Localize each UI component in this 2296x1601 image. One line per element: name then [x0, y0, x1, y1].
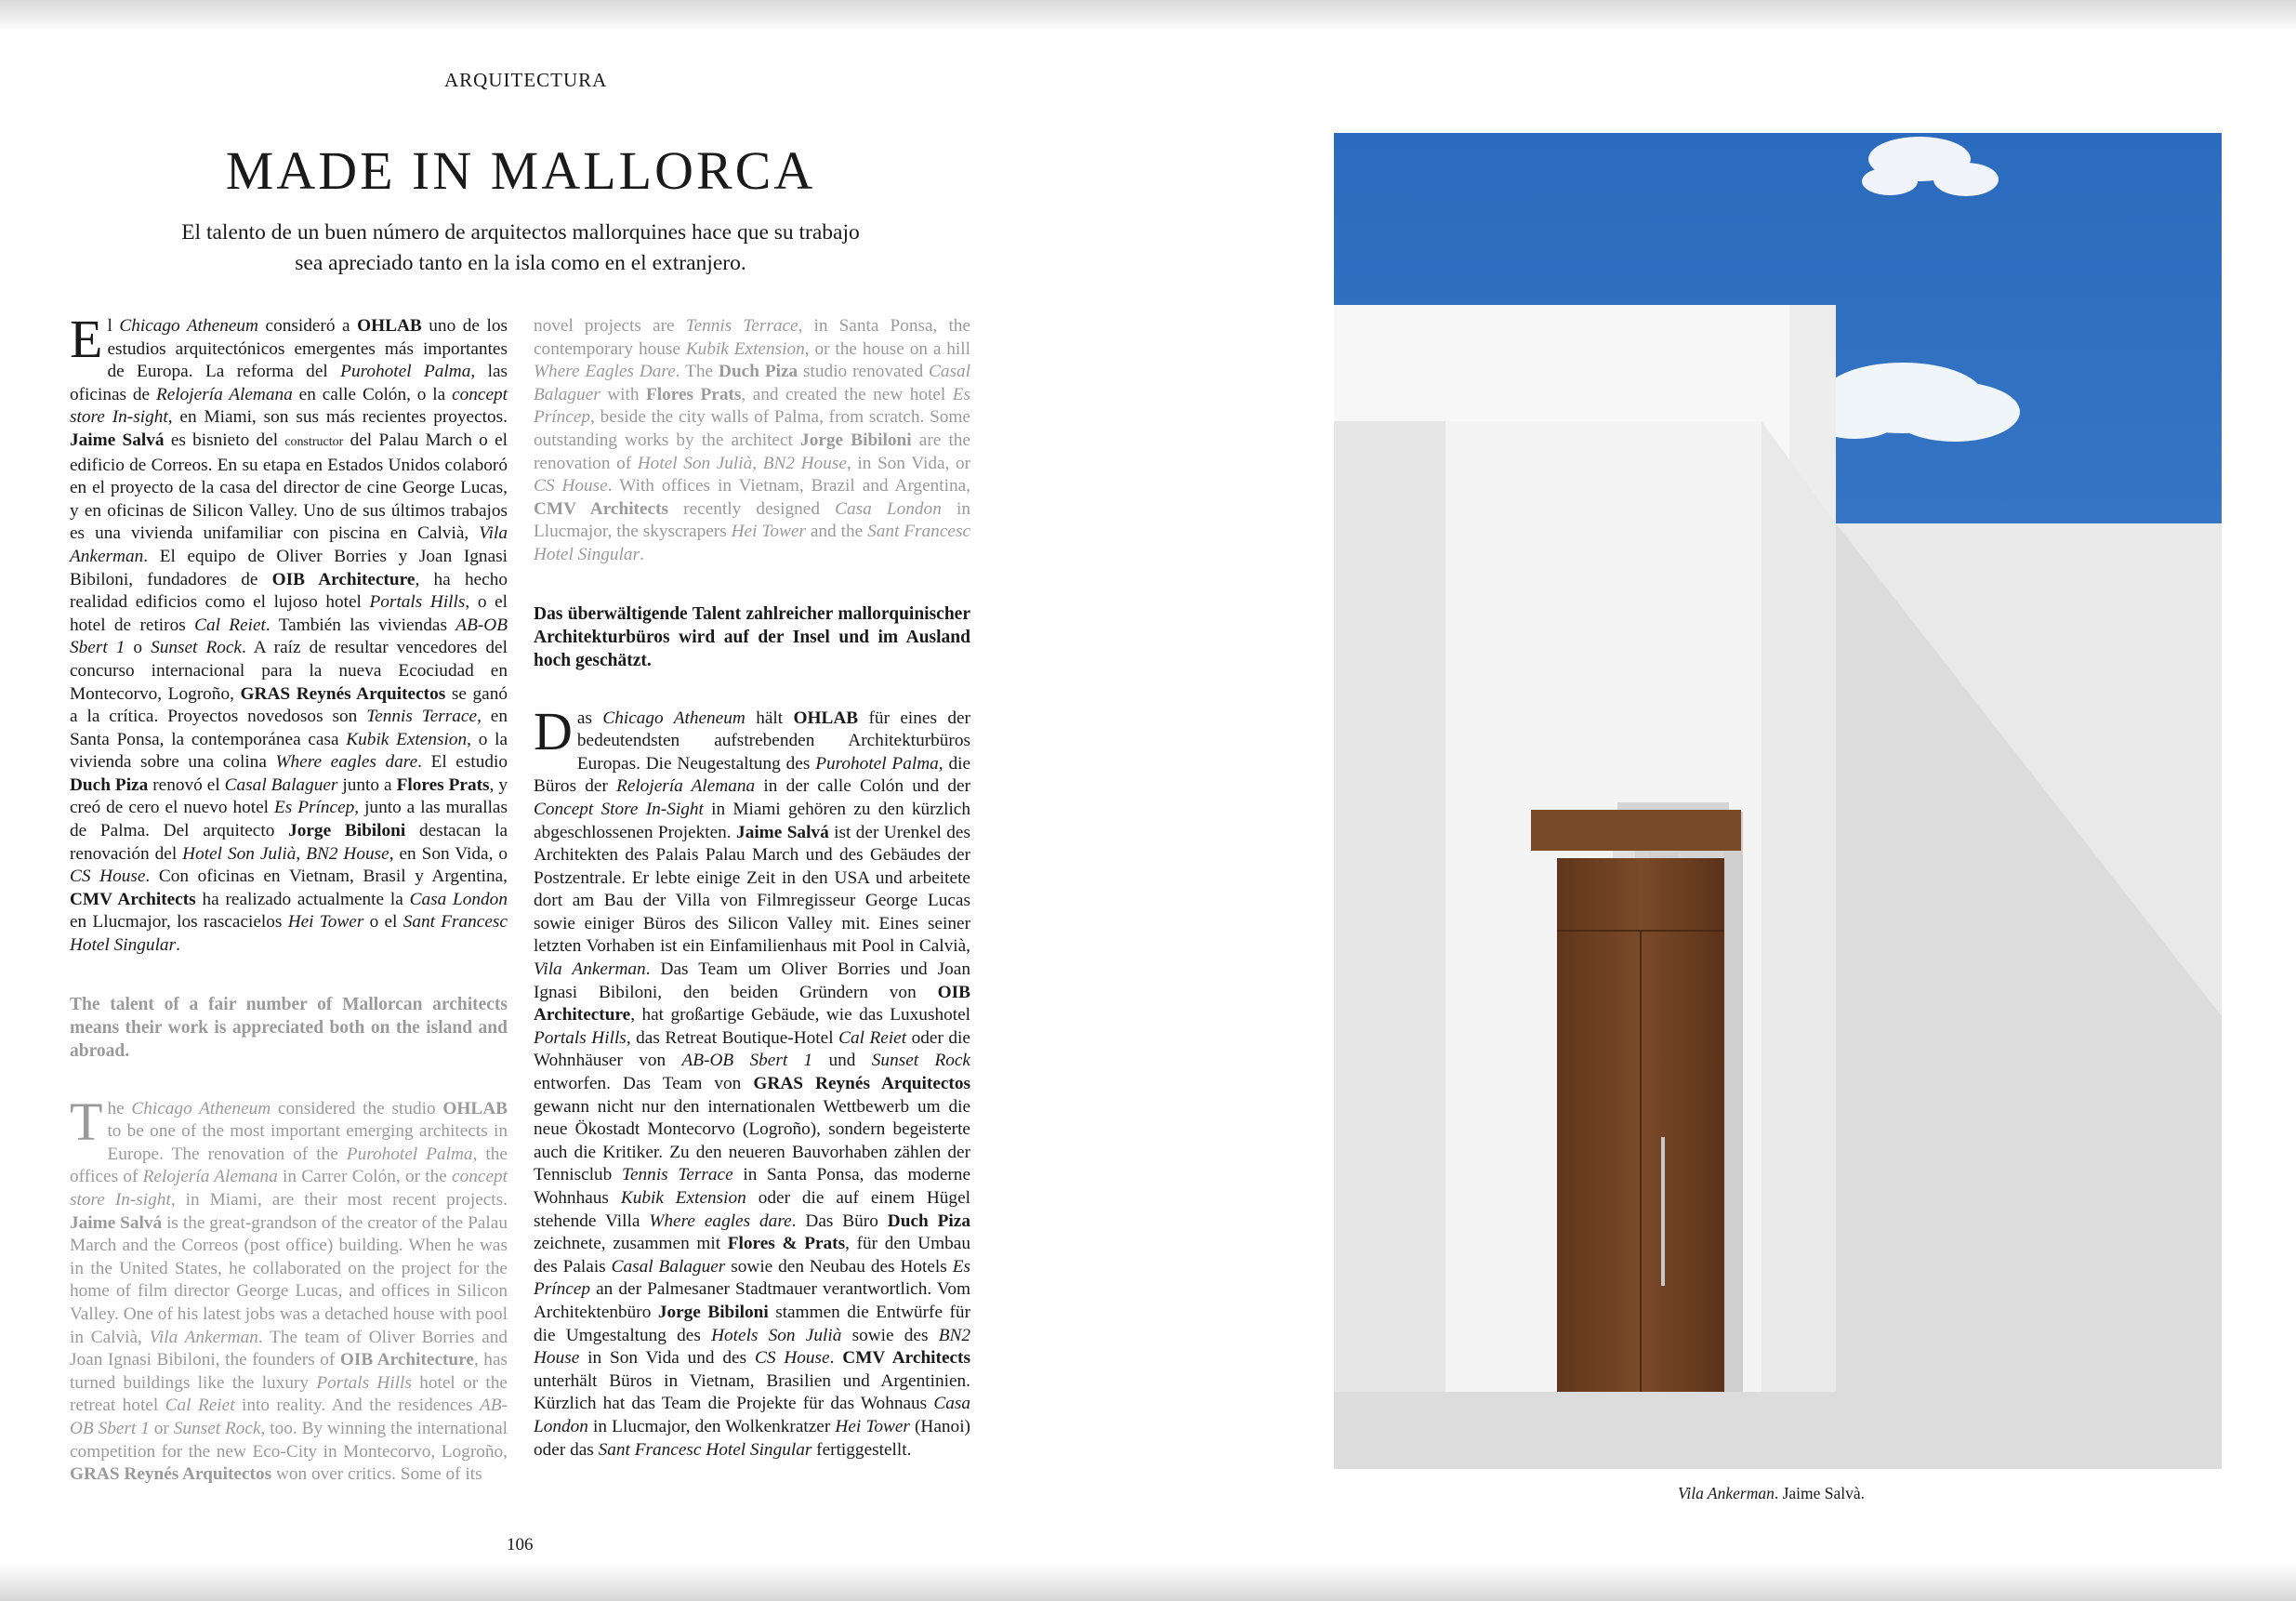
german-lead: Das überwältigende Talent zahlreicher mallorquinischer Architekturbüros wird auf der Insel und im Ausland hoch geschätzt.	[534, 603, 970, 670]
page-top-shadow	[0, 0, 2296, 32]
subtitle-line-2: sea apreciado tanto en la isla como en el extranjero.	[295, 251, 746, 275]
section-label: ARQUITECTURA	[444, 69, 608, 91]
door-canopy	[1531, 810, 1741, 851]
page-number: 106	[507, 1535, 534, 1555]
article-title: MADE IN MALLORCA	[225, 140, 816, 201]
vila-ankerman-photo	[1334, 133, 2222, 1469]
english-lead: The talent of a fair number of Mallorcan architects means their work is appreciated both on the island and abroad.	[70, 994, 508, 1061]
door-handle	[1661, 1137, 1665, 1286]
right-text-column	[534, 315, 970, 1462]
caption-italic: Vila Ankerman	[1678, 1484, 1775, 1502]
english-body: The Chicago Atheneum considered the studio OHLAB to be one of the most important emerging architects in Europe. The renovation of the Purohotel Palma, the offices of Relojería Alemana in Carrer Colón, or the concept store In-sight, in Miami, are their most recent projects. Jaime Salvá is the great-grandson of the creator of the Palau March and the Correos (post office) building. When he was in the United States, he collaborated on the project for the home of film director George Lucas, and offices in Silicon Valley. One of his latest jobs was a detached house with pool in Calvià, Vila Ankerman. The team of Oliver Borries and Joan Ignasi Bibiloni, the founders of OIB Architecture, has turned buildings like the luxury Portals Hills hotel or the retreat hotel Cal Reiet into reality. And the residences AB-OB Sbert 1 or Sunset Rock, too. By winning the international competition for the new Eco-City in Montecorvo, Logroño, GRAS Reynés Arquitectos won over critics. Some of its	[70, 1091, 508, 1485]
page-bottom-shadow	[0, 1564, 2296, 1601]
subtitle-line-1: El talento de un buen número de arquitectos mallorquines hace que su trabajo	[181, 220, 860, 245]
article-subtitle	[149, 218, 892, 279]
english-body-continued: novel projects are Tennis Terrace, in Santa Ponsa, the contemporary house Kubik Extension, or the house on a hill Where Eagles Dare. The Duch Piza studio renovated Casal Balaguer with Flores Prats, and created the new hotel Es Príncep, beside the city walls of Palma, from scratch. Some outstanding works by the architect Jorge Bibiloni are the renovation of Hotel Son Julià, BN2 House, in Son Vida, or CS House. With offices in Vietnam, Brazil and Argentina, CMV Architects recently designed Casa London in Llucmajor, the skyscrapers Hei Tower and the Sant Francesc Hotel Singular.	[534, 316, 971, 564]
caption-rest: . Jaime Salvà.	[1774, 1484, 1866, 1502]
spanish-body: El Chicago Atheneum consideró a OHLAB uno de los estudios arquitectónicos emergentes más importantes de Europa. La reforma del Purohotel Palma, las oficinas de Relojería Alemana en calle Colón, o la concept store In-sight, en Miami, son sus más recientes proyectos. Jaime Salvá es bisnieto del constructor del Palau March o el edificio de Correos. En su etapa en Estados Unidos colaboró en el proyecto de la casa del director de cine George Lucas, y en oficinas de Silicon Valley. Uno de sus últimos trabajos es una vivienda unifamiliar con piscina en Calvià, Vila Ankerman. El equipo de Oliver Borries y Joan Ignasi Bibiloni, fundadores de OIB Architecture, ha hecho realidad edificios como el lujoso hotel Portals Hills, o el hotel de retiros Cal Reiet. También las viviendas AB-OB Sbert 1 o Sunset Rock. A raíz de resultar vencedores del concurso internacional para la nueva Ecociudad en Montecorvo, Logroño, GRAS Reynés Arquitectos se ganó a la crítica. Proyectos novedosos son Tennis Terrace, en Santa Ponsa, la contemporánea casa Kubik Extension, o la vivienda sobre una colina Where eagles dare. El estudio Duch Piza renovó el Casal Balaguer junto a Flores Prats, y creó de cero el nuevo hotel Es Príncep, junto a las murallas de Palma. Del arquitecto Jorge Bibiloni destacan la renovación del Hotel Son Julià, BN2 House, en Son Vida, o CS House. Con oficinas en Vietnam, Brasil y Argentina, CMV Architects ha realizado actualmente la Casa London en Llucmajor, los rascacielos Hei Tower o el Sant Francesc Hotel Singular.	[70, 309, 508, 956]
photo-caption	[1678, 1484, 1865, 1503]
german-body: Das Chicago Atheneum hält OHLAB für eines der bedeutendsten aufstrebenden Architekturbüros Europas. Die Neugestaltung des Purohotel Palma, die Büros der Relojería Alemana in der calle Colón und der Concept Store In-Sight in Miami gehören zu den kürzlich abgeschlossenen Projekten. Jaime Salvá ist der Urenkel des Architekten des Palais Palau March und des Gebäudes der Postzentrale. Er lebte einige Zeit in den USA und arbeitete dort am Bau der Villa von Filmregisseur George Lucas sowie einiger Büros des Silicon Valley mit. Eines seiner letzten Vorhaben ist ein Einfamilienhaus mit Pool in Calvià, Vila Ankerman. Das Team um Oliver Borries und Joan Ignasi Bibiloni, den beiden Gründern von OIB Architecture, hat großartige Gebäude, wie das Luxushotel Portals Hills, das Retreat Boutique-Hotel Cal Reiet oder die Wohnhäuser von AB-OB Sbert 1 und Sunset Rock entworfen. Das Team von GRAS Reynés Arquitectos gewann nicht nur den internationalen Wettbewerb um die neue Ökostadt Montecorvo (Logroño), sondern begeisterte auch die Kritiker. Zu den neueren Bauvorhaben zählen der Tennisclub Tennis Terrace in Santa Ponsa, das moderne Wohnhaus Kubik Extension oder die auf einem Hügel stehende Villa Where eagles dare. Das Büro Duch Piza zeichnete, zusammen mit Flores & Prats, für den Umbau des Palais Casal Balaguer sowie den Neubau des Hotels Es Príncep an der Palmesaner Stadtmauer verantwortlich. Vom Architektenbüro Jorge Bibiloni stammen die Entwürfe für die Umgestaltung des Hotels Son Julià sowie des BN2 House in Son Vida und des CS House. CMV Architects unterhält Büros in Vietnam, Brasilien und Argentinien. Kürzlich hat das Team die Projekte für das Wohnaus Casa London in Llucmajor, den Wolkenkratzer Hei Tower (Hanoi) oder das Sant Francesc Hotel Singular fertiggestellt.	[534, 700, 971, 1460]
left-text-column	[70, 309, 508, 1487]
